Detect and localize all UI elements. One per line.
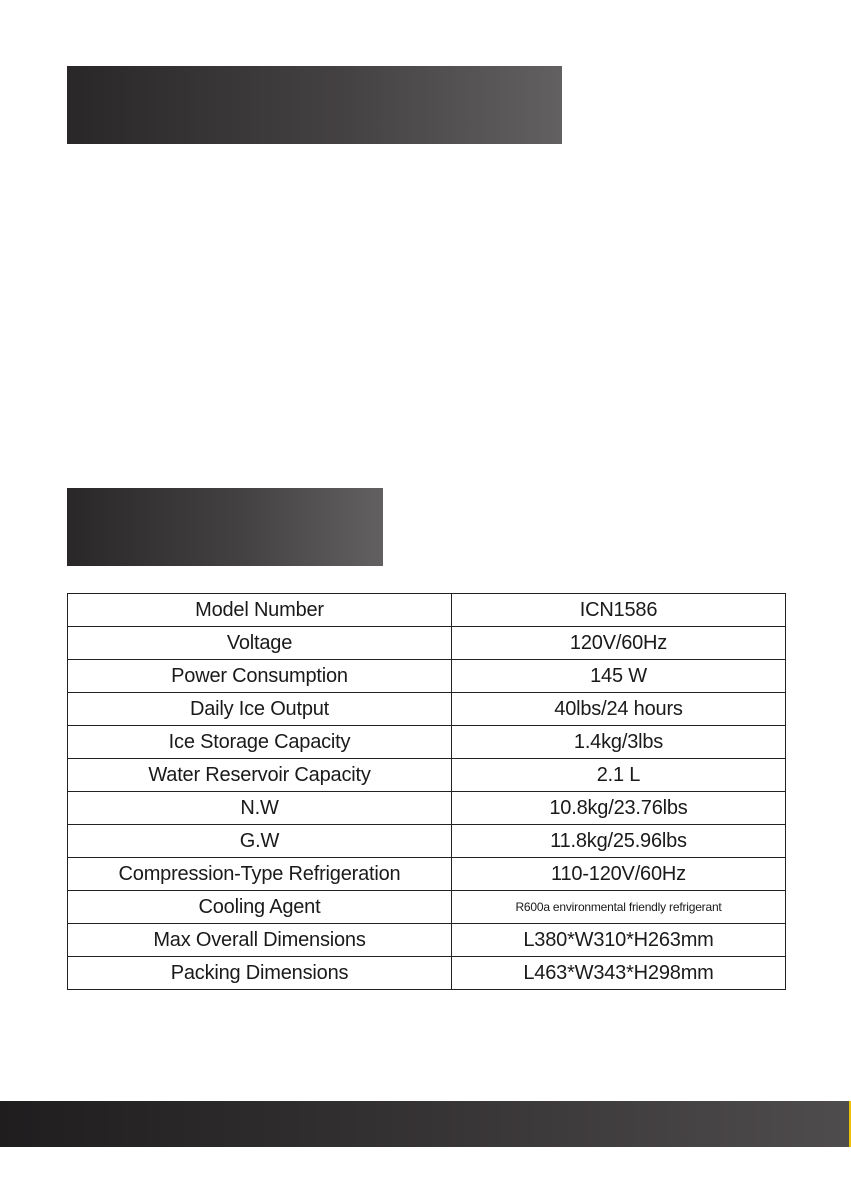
spec-label: N.W (68, 792, 452, 825)
footer-bar (0, 1101, 849, 1147)
table-row (68, 957, 786, 990)
spec-value: 110-120V/60Hz (452, 858, 786, 891)
spec-value: 1.4kg/3lbs (452, 726, 786, 759)
spec-label: Model Number (68, 594, 452, 627)
spec-label: Cooling Agent (68, 891, 452, 924)
table-row (68, 792, 786, 825)
spec-value: 11.8kg/25.96lbs (452, 825, 786, 858)
table-row (68, 924, 786, 957)
spec-label: G.W (68, 825, 452, 858)
specifications-table (67, 593, 786, 990)
spec-label: Compression-Type Refrigeration (68, 858, 452, 891)
table-row (68, 627, 786, 660)
table-row (68, 594, 786, 627)
specifications-header-banner (67, 488, 383, 566)
table-row (68, 825, 786, 858)
spec-label: Voltage (68, 627, 452, 660)
spec-value: 120V/60Hz (452, 627, 786, 660)
spec-value: 10.8kg/23.76lbs (452, 792, 786, 825)
table-row (68, 891, 786, 924)
table-row (68, 858, 786, 891)
spec-label: Daily Ice Output (68, 693, 452, 726)
table-row (68, 726, 786, 759)
table-row (68, 759, 786, 792)
spec-value: R600a environmental friendly refrigerant (452, 891, 786, 924)
spec-value: 145 W (452, 660, 786, 693)
spec-label: Ice Storage Capacity (68, 726, 452, 759)
spec-label: Max Overall Dimensions (68, 924, 452, 957)
table-row (68, 693, 786, 726)
spec-label: Packing Dimensions (68, 957, 452, 990)
spec-value: L380*W310*H263mm (452, 924, 786, 957)
spec-value: 40lbs/24 hours (452, 693, 786, 726)
table-row (68, 660, 786, 693)
spec-value: ICN1586 (452, 594, 786, 627)
section-header-banner (67, 66, 562, 144)
spec-label: Power Consumption (68, 660, 452, 693)
spec-value: L463*W343*H298mm (452, 957, 786, 990)
spec-value: 2.1 L (452, 759, 786, 792)
spec-label: Water Reservoir Capacity (68, 759, 452, 792)
